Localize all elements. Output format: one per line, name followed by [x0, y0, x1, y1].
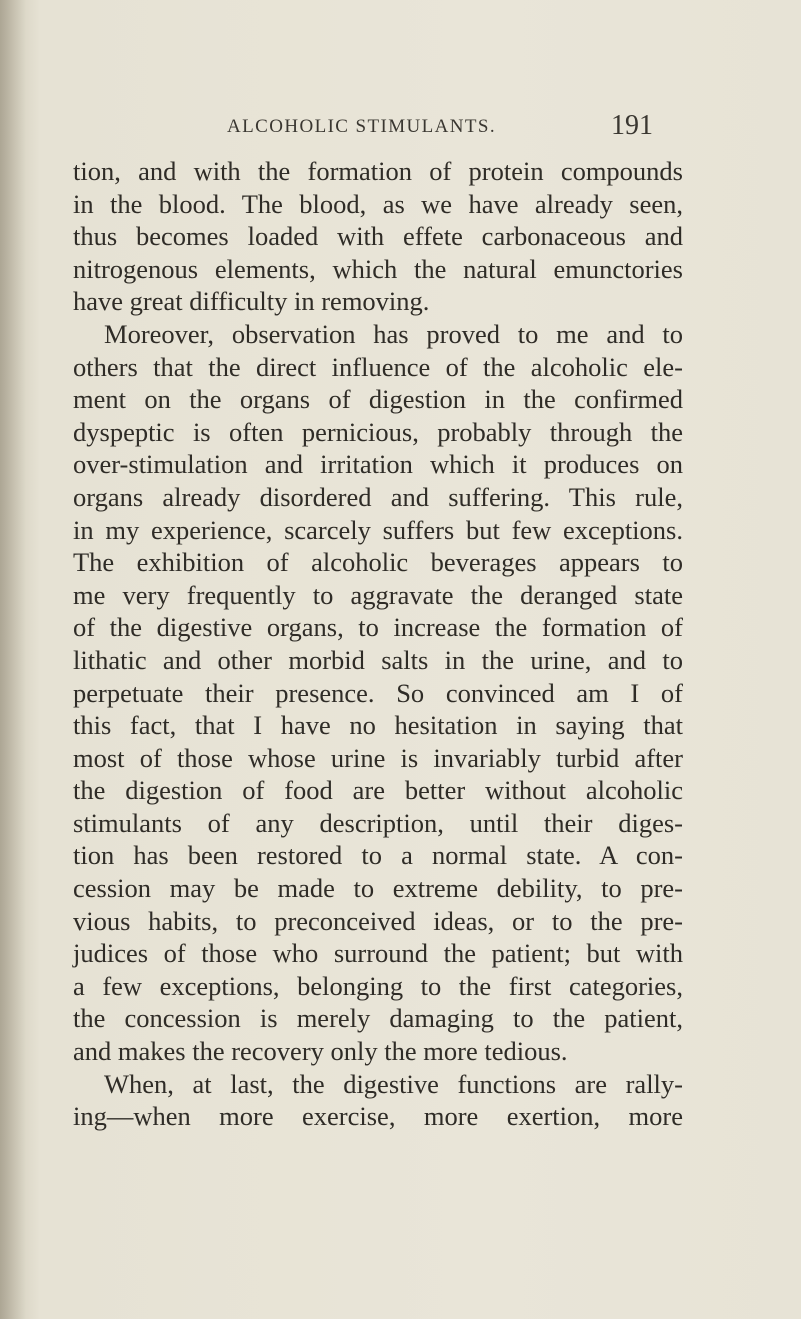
running-title: ALCOHOLIC STIMULANTS.: [227, 116, 497, 137]
text-line: tion has been restored to a normal state. A con-: [73, 840, 683, 871]
binding-shadow: [0, 0, 26, 1319]
text-line: perpetuate their presence. So convinced am I of: [73, 677, 683, 708]
text-line: lithatic and other morbid salts in the urine, and to: [73, 644, 683, 675]
text-line: nitrogenous elements, which the natural emunctories: [73, 253, 683, 284]
text-line: this fact, that I have no hesitation in saying that: [73, 710, 683, 741]
text-line: Moreover, observation has proved to me and to: [104, 318, 683, 349]
text-line: dyspeptic is often pernicious, probably through the: [73, 416, 683, 447]
text-line: The exhibition of alcoholic beverages appears to: [73, 547, 683, 578]
text-line: organs already disordered and suffering. This rule,: [73, 481, 683, 512]
text-line: me very frequently to aggravate the deranged state: [73, 579, 683, 610]
text-line: When, at last, the digestive functions are rally-: [104, 1068, 683, 1099]
text-line: vious habits, to preconceived ideas, or to the pre-: [73, 905, 683, 936]
text-line: thus becomes loaded with effete carbonaceous and: [73, 221, 683, 252]
text-line: others that the direct influence of the alcoholic ele-: [73, 351, 683, 382]
text-line: and makes the recovery only the more tedious.: [73, 1036, 568, 1067]
text-line: a few exceptions, belonging to the first categories,: [73, 970, 683, 1001]
text-line: of the digestive organs, to increase the formation of: [73, 612, 683, 643]
text-line: over-stimulation and irritation which it produces on: [73, 449, 683, 480]
text-line: have great difficulty in removing.: [73, 286, 430, 317]
text-line: most of those whose urine is invariably turbid after: [73, 742, 683, 773]
body-text: [73, 155, 683, 1133]
text-line: in the blood. The blood, as we have already seen,: [73, 188, 683, 219]
running-head: [0, 110, 801, 144]
text-line: ment on the organs of digestion in the confirmed: [73, 384, 683, 415]
text-line: tion, and with the formation of protein compounds: [73, 156, 683, 186]
text-line: stimulants of any description, until their diges-: [73, 807, 683, 838]
text-line: cession may be made to extreme debility, to pre-: [73, 873, 683, 904]
text-line: the concession is merely damaging to the patient,: [73, 1003, 683, 1034]
text-line: ing—when more exercise, more exertion, more: [73, 1101, 683, 1132]
text-line: in my experience, scarcely suffers but few exceptions.: [73, 514, 683, 545]
page-number: 191: [611, 110, 653, 141]
text-line: the digestion of food are better without alcoholic: [73, 775, 683, 806]
text-line: judices of those who surround the patient; but with: [73, 938, 683, 969]
